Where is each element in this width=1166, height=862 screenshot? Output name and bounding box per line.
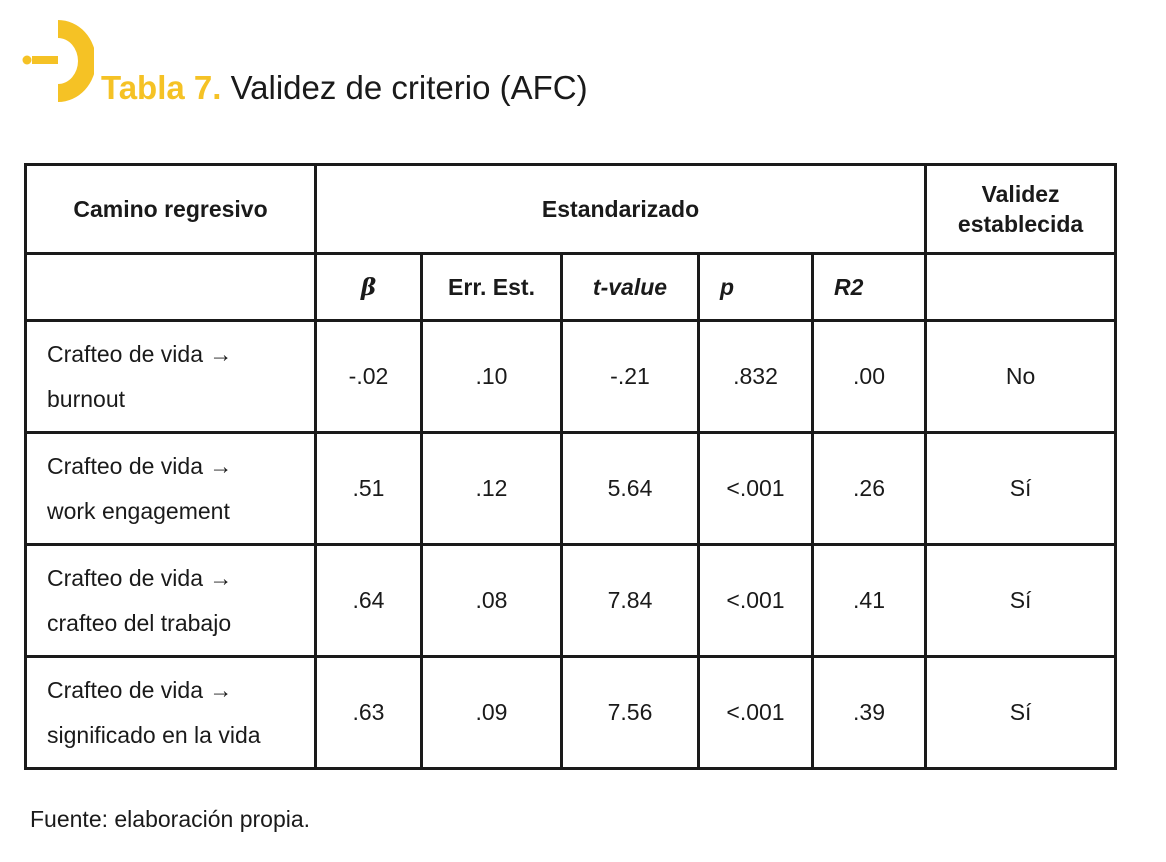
path-from: Crafteo de vida →	[47, 676, 233, 703]
t-cell: 7.56	[562, 657, 699, 769]
se-cell: .12	[422, 433, 562, 545]
se-cell: .10	[422, 321, 562, 433]
data-table	[24, 163, 1117, 770]
path-cell	[26, 545, 316, 657]
header-standardized: Estandarizado	[316, 165, 926, 254]
se-cell: .08	[422, 545, 562, 657]
beta-cell: -.02	[316, 321, 422, 433]
source-note: Fuente: elaboración propia.	[30, 806, 311, 832]
table-number-label: Tabla 7.	[101, 69, 222, 106]
path-to: work engagement	[47, 497, 230, 524]
path-to: crafteo del trabajo	[47, 609, 232, 636]
table-row	[26, 321, 1116, 433]
p-cell: <.001	[699, 433, 813, 545]
validity-cell: Sí	[926, 657, 1116, 769]
table-row	[26, 657, 1116, 769]
header-path: Camino regresivo	[26, 165, 316, 254]
r2-cell: .41	[813, 545, 926, 657]
path-from: Crafteo de vida →	[47, 564, 233, 591]
beta-cell: .51	[316, 433, 422, 545]
path-from: Crafteo de vida →	[47, 452, 233, 479]
p-cell: <.001	[699, 657, 813, 769]
header-validity-text: Validez establecida	[957, 181, 1084, 237]
se-cell: .09	[422, 657, 562, 769]
header-se: Err. Est.	[422, 254, 562, 321]
t-cell: 7.84	[562, 545, 699, 657]
table-title-text: Validez de criterio (AFC)	[230, 69, 588, 106]
beta-cell: .63	[316, 657, 422, 769]
table-row	[26, 545, 1116, 657]
validity-cell: Sí	[926, 433, 1116, 545]
r2-cell: .26	[813, 433, 926, 545]
subheader-empty	[26, 254, 316, 321]
path-cell	[26, 657, 316, 769]
path-to: burnout	[47, 385, 126, 412]
beta-cell: .64	[316, 545, 422, 657]
p-cell: .832	[699, 321, 813, 433]
path-cell	[26, 433, 316, 545]
path-to: significado en la vida	[47, 721, 261, 748]
header-t: t-value	[562, 254, 699, 321]
header-p: p	[699, 254, 813, 321]
validity-cell: Sí	[926, 545, 1116, 657]
subheader-row	[26, 254, 1116, 321]
r2-cell: .00	[813, 321, 926, 433]
page-title	[101, 66, 588, 110]
subheader-empty-right	[926, 254, 1116, 321]
header-row	[26, 165, 1116, 254]
t-cell: 5.64	[562, 433, 699, 545]
p-cell: <.001	[699, 545, 813, 657]
r2-cell: .39	[813, 657, 926, 769]
t-cell: -.21	[562, 321, 699, 433]
path-from: Crafteo de vida →	[47, 340, 233, 367]
header-validity	[926, 165, 1116, 254]
logo-icon	[22, 20, 94, 102]
header-beta: β	[316, 254, 422, 321]
path-cell	[26, 321, 316, 433]
header-r2: R2	[813, 254, 926, 321]
validity-cell: No	[926, 321, 1116, 433]
table-row	[26, 433, 1116, 545]
